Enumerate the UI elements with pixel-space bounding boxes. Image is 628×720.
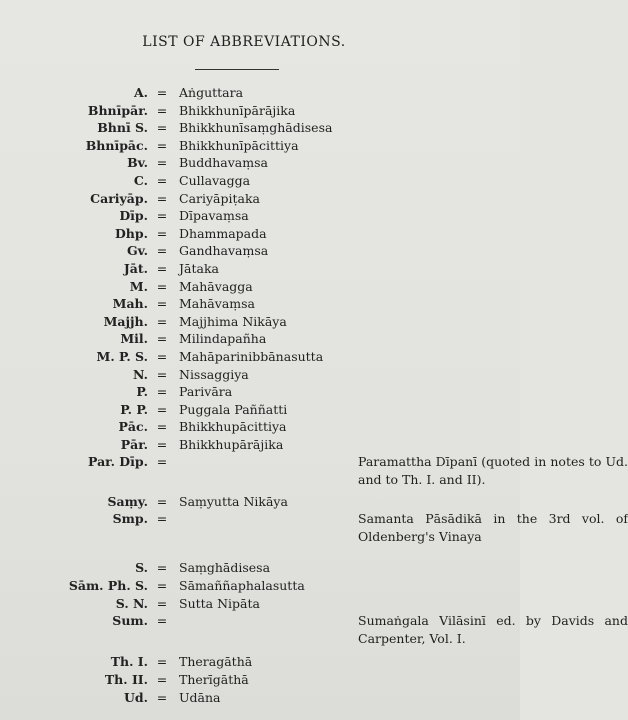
abbreviation-list: [0, 84, 628, 706]
abbreviation: Gv.: [126, 243, 148, 259]
page-title: LIST OF ABBREVIATIONS.: [142, 34, 346, 50]
abbreviation-entry: [0, 348, 520, 366]
full-title: Majjhima Nikāya: [179, 313, 287, 329]
abbreviation-entry: [0, 190, 520, 208]
abbreviation: N.: [133, 366, 148, 382]
full-title: Therīgāthā: [179, 672, 249, 687]
abbreviation-entry: [0, 510, 628, 545]
equals-sign: =: [156, 296, 168, 312]
abbreviation: Mah.: [112, 296, 148, 312]
equals-sign: =: [156, 401, 168, 417]
equals-sign: =: [156, 493, 168, 509]
abbreviation-entry: [0, 383, 520, 401]
abbreviation-entry: [0, 260, 520, 278]
abbreviation: P. P.: [120, 401, 148, 417]
abbreviation-entry: [0, 418, 520, 436]
abbreviation: Bv.: [127, 155, 148, 171]
full-title: Bhikkhunīpārājika: [179, 102, 296, 118]
full-title: Jātaka: [179, 260, 219, 276]
full-title: Dhammapada: [179, 225, 267, 241]
equals-sign: =: [156, 102, 168, 118]
abbreviation-entry: [0, 137, 520, 155]
equals-sign: =: [156, 208, 168, 224]
section-spacer: [0, 545, 520, 559]
equals-sign: =: [156, 689, 168, 705]
abbreviation: Dhp.: [114, 225, 148, 241]
equals-sign: =: [156, 190, 168, 206]
abbreviation-entry: [0, 84, 520, 102]
abbreviation: Bhnīpāc.: [85, 137, 148, 153]
abbreviation-entry: [0, 436, 520, 454]
equals-sign: =: [156, 85, 168, 100]
full-title: Mahāparinibbānasutta: [179, 348, 324, 364]
equals-sign: =: [156, 278, 168, 294]
equals-sign: =: [156, 419, 168, 435]
full-title: Samanta Pāsādikā in the 3rd vol. of Oldenberg's Vinaya: [358, 511, 628, 544]
full-title: Puggala Paññatti: [179, 401, 288, 417]
abbreviation: Mil.: [120, 331, 148, 347]
full-title: Bhikkhupārājika: [179, 436, 284, 452]
abbreviation-entry: [0, 207, 520, 225]
abbreviation-entry: [0, 102, 520, 120]
equals-sign: =: [156, 511, 168, 527]
equals-sign: =: [156, 366, 168, 382]
abbreviation-entry: [0, 577, 520, 595]
full-title: Sutta Nipāta: [179, 595, 260, 611]
full-title: Udāna: [179, 689, 221, 705]
abbreviation: S.: [135, 560, 148, 576]
abbreviation-entry: [0, 401, 520, 419]
equals-sign: =: [156, 613, 168, 629]
abbreviation: Pār.: [120, 436, 148, 452]
abbreviation-entry: [0, 366, 520, 384]
full-title: Dīpavaṃsa: [179, 208, 249, 224]
abbreviation-entry: [0, 225, 520, 243]
abbreviation-entry: [0, 154, 520, 172]
abbreviation-entry: [0, 653, 520, 671]
full-title: Saṃghādisesa: [179, 560, 271, 576]
full-title: Aṅguttara: [179, 85, 244, 100]
abbreviation-entry: [0, 172, 520, 190]
abbreviation: Saṃy.: [107, 493, 148, 509]
full-title: Buddhavaṃsa: [179, 155, 268, 171]
equals-sign: =: [156, 137, 168, 153]
equals-sign: =: [156, 120, 168, 136]
full-title: Saṃyutta Nikāya: [179, 493, 288, 509]
abbreviation: Bhnīpār.: [87, 102, 148, 118]
abbreviation: A.: [133, 85, 148, 100]
abbreviation: M.: [129, 278, 148, 294]
abbreviation: Dīp.: [119, 208, 148, 224]
abbreviation: Cariyāp.: [90, 190, 148, 206]
abbreviation: Pāc.: [118, 419, 148, 435]
equals-sign: =: [156, 225, 168, 241]
full-title: Gandhavaṃsa: [179, 243, 269, 259]
title-divider: [195, 69, 279, 70]
equals-sign: =: [156, 331, 168, 347]
abbreviation: Jāt.: [123, 260, 148, 276]
full-title: Milindapañha: [179, 331, 267, 347]
full-title: Sumaṅgala Vilāsinī ed. by Davids and Carpenter, Vol. I.: [358, 613, 628, 646]
abbreviation-entry: [0, 242, 520, 260]
full-title: Cullavagga: [179, 172, 251, 188]
equals-sign: =: [156, 454, 168, 470]
abbreviation: S. N.: [115, 595, 148, 611]
equals-sign: =: [156, 243, 168, 259]
equals-sign: =: [156, 672, 168, 687]
full-title: Nissaggiya: [179, 366, 249, 382]
full-title: Theragāthā: [179, 654, 253, 670]
abbreviation: P.: [136, 384, 148, 400]
abbreviation-entry: [0, 313, 520, 331]
equals-sign: =: [156, 348, 168, 364]
abbreviation: Majjh.: [103, 313, 148, 329]
abbreviation: Ud.: [124, 689, 148, 705]
abbreviation: Par. Dīp.: [88, 454, 148, 470]
equals-sign: =: [156, 313, 168, 329]
equals-sign: =: [156, 595, 168, 611]
abbreviation-entry: [0, 612, 628, 647]
abbreviation-entry: [0, 330, 520, 348]
abbreviation-entry: [0, 278, 520, 296]
abbreviation-entry: [0, 295, 520, 313]
abbreviation: C.: [133, 172, 148, 188]
equals-sign: =: [156, 578, 168, 594]
equals-sign: =: [156, 260, 168, 276]
abbreviation-entry: [0, 119, 520, 137]
full-title: Mahāvagga: [179, 278, 253, 294]
abbreviation: Smp.: [112, 511, 148, 527]
full-title: Parivāra: [179, 384, 233, 400]
full-title: Bhikkhupācittiya: [179, 419, 287, 435]
full-title: Bhikkhunīpācittiya: [179, 137, 299, 153]
abbreviation-entry: [0, 671, 520, 689]
abbreviation-entry: [0, 595, 520, 613]
full-title: Cariyāpiṭaka: [179, 190, 261, 206]
abbreviation: Th. II.: [104, 672, 148, 687]
abbreviation-entry: [0, 493, 520, 511]
equals-sign: =: [156, 384, 168, 400]
equals-sign: =: [156, 654, 168, 670]
equals-sign: =: [156, 172, 168, 188]
abbreviation: Th. I.: [110, 654, 148, 670]
abbreviation-entry: [0, 559, 520, 577]
full-title: Paramattha Dīpanī (quoted in notes to Ud. and to Th. I. and II).: [358, 454, 628, 488]
full-title: Sāmaññaphalasutta: [179, 578, 305, 594]
equals-sign: =: [156, 560, 168, 576]
abbreviation: Sām. Ph. S.: [68, 578, 148, 594]
equals-sign: =: [156, 436, 168, 452]
abbreviation-entry: [0, 689, 520, 707]
abbreviation: Bhnī S.: [97, 120, 148, 136]
full-title: Bhikkhunīsaṃghādisesa: [179, 120, 333, 136]
abbreviation: Sum.: [112, 613, 148, 629]
abbreviation: M. P. S.: [96, 348, 148, 364]
equals-sign: =: [156, 155, 168, 171]
abbreviation-entry: [0, 453, 628, 488]
full-title: Mahāvaṃsa: [179, 296, 255, 312]
